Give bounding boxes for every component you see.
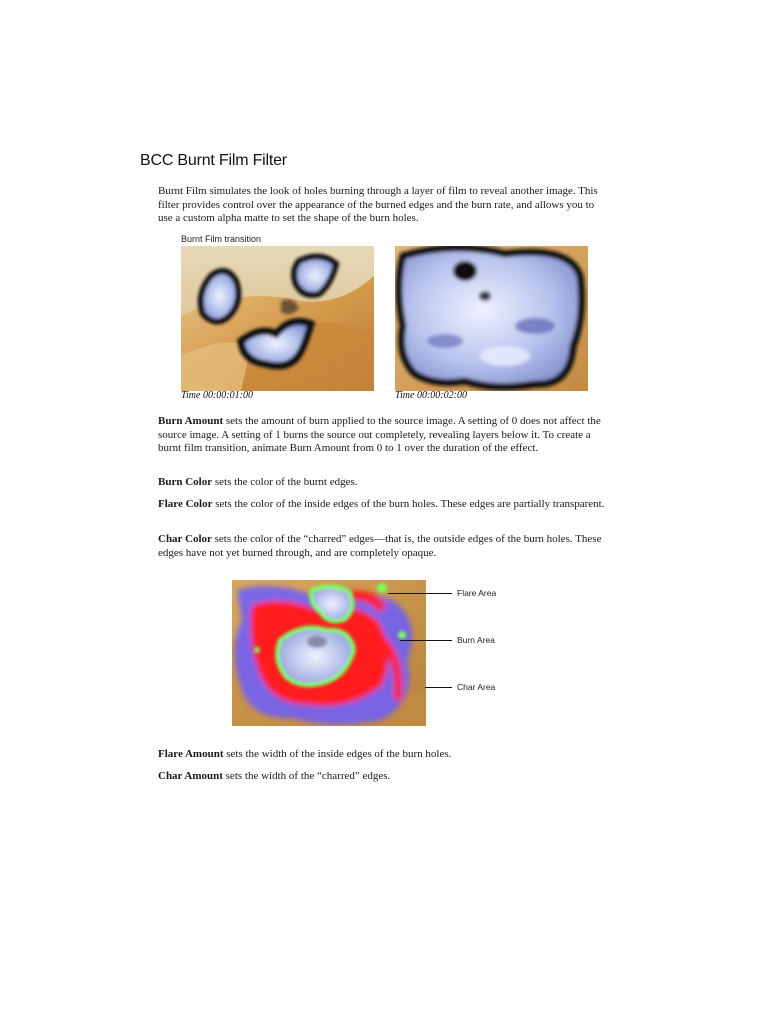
flare-color-paragraph [158, 498, 610, 512]
frame-1-image [181, 246, 374, 391]
char-color-term: Char Color [158, 533, 212, 545]
figure-caption: Burnt Film transition [181, 234, 262, 244]
intro-paragraph: Burnt Film simulates the look of holes burning through a layer of film to reveal another image. This filter provides control over the appearance of the burned edges and the burn rate, and allows you to use a custom alpha matte to set the shape of the burn holes. [158, 185, 598, 225]
burn-areas-image [232, 580, 426, 726]
flare-amount-paragraph [158, 748, 610, 762]
burn-color-text: sets the color of the burnt edges. [212, 476, 358, 488]
frame-2-image [395, 246, 588, 391]
flare-color-text: sets the color of the inside edges of the burn holes. These edges are partially transparent. [212, 498, 605, 510]
flare-color-term: Flare Color [158, 498, 213, 510]
burn-area-leader [400, 640, 452, 641]
burn-color-paragraph [158, 476, 610, 490]
char-amount-text: sets the width of the “charred” edges. [222, 770, 391, 782]
char-amount-paragraph [158, 770, 610, 784]
frame-1-time: Time 00:00:01:00 [181, 390, 253, 401]
frame-2-time: Time 00:00:02:00 [395, 390, 467, 401]
char-area-label: Char Area [457, 682, 496, 692]
char-amount-term: Char Amount [158, 770, 223, 782]
burn-amount-term: Burn Amount [158, 415, 224, 427]
flare-area-leader [388, 593, 452, 594]
burn-color-term: Burn Color [158, 476, 213, 488]
page-title: BCC Burnt Film Filter [140, 152, 287, 169]
char-color-paragraph [158, 533, 610, 560]
burn-amount-paragraph [158, 415, 610, 456]
burn-amount-text: sets the amount of burn applied to the source image. A setting of 0 does not affect the source image. A setting of 1 burns the source out completely, revealing layers below it. To create a burnt film transition, animate Burn Amount from 0 to 1 over the duration of the effect. [158, 415, 601, 455]
burn-area-label: Burn Area [457, 635, 495, 645]
char-area-leader [425, 687, 452, 688]
flare-amount-term: Flare Amount [158, 748, 224, 760]
flare-amount-text: sets the width of the inside edges of the burn holes. [223, 748, 452, 760]
flare-area-label: Flare Area [457, 588, 497, 598]
char-color-text: sets the color of the “charred” edges—that is, the outside edges of the burn holes. These edges have not yet burned through, and are completely opaque. [158, 533, 602, 559]
